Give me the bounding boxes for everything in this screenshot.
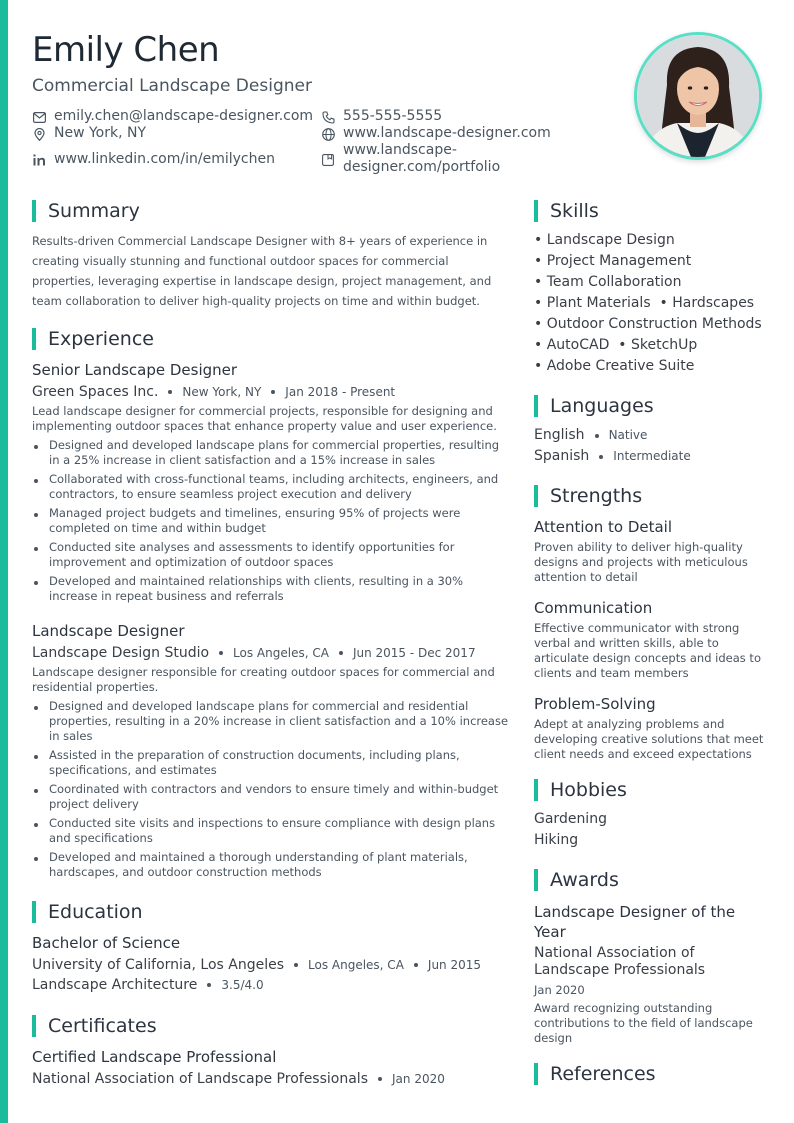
contact-linkedin[interactable]	[32, 151, 275, 168]
awards-heading	[534, 869, 619, 891]
list-item: Developed and maintained a thorough understanding of plant materials, hardscapes, and outdoor construction methods	[32, 850, 512, 880]
job-dates: Jan 2018 - Present	[285, 385, 396, 399]
language-name: English	[534, 427, 585, 443]
separator-dot	[339, 651, 343, 655]
job-entry-2	[32, 622, 512, 884]
school-location: Los Angeles, CA	[308, 958, 404, 972]
job-meta	[32, 384, 512, 400]
experience-heading	[32, 328, 154, 350]
skill-item: Team Collaboration	[546, 274, 682, 290]
email-text: emily.chen@landscape-designer.com	[54, 108, 314, 124]
skill-item: SketchUp	[630, 337, 698, 353]
summary-heading	[32, 200, 140, 222]
skills-heading-text: Skills	[550, 200, 599, 222]
references-heading	[534, 1063, 656, 1085]
certificate-entry	[32, 1048, 512, 1087]
portfolio-text-line1: www.landscape-	[343, 142, 457, 158]
contact-email[interactable]	[32, 108, 313, 125]
hobbies-heading	[534, 779, 627, 801]
skill-item: Hardscapes	[672, 295, 755, 311]
job-entry-1	[32, 361, 512, 608]
job-bullets	[32, 699, 512, 880]
skill-item: Project Management	[546, 253, 692, 269]
certificate-meta	[32, 1071, 512, 1087]
award-org	[534, 945, 764, 979]
award-org-line2: Landscape Professionals	[534, 962, 706, 978]
education-field-meta	[32, 977, 512, 993]
list-item: Designed and developed landscape plans for commercial and residential properties, resulting in a 20% increase in client satisfaction and a 10% increase in sales	[32, 699, 512, 744]
separator-dot	[414, 963, 418, 967]
website-text: www.landscape-designer.com	[343, 125, 551, 141]
award-title-line1: Landscape Designer of the	[534, 903, 736, 921]
skill-item: Outdoor Construction Methods	[546, 316, 762, 332]
contact-portfolio[interactable]	[321, 142, 500, 176]
education-heading-text: Education	[48, 901, 143, 923]
language-level: Intermediate	[613, 449, 691, 463]
linkedin-icon	[32, 153, 46, 167]
hobbies-list	[534, 809, 764, 851]
gpa: 3.5/4.0	[221, 978, 264, 992]
job-company: Landscape Design Studio	[32, 645, 210, 661]
skill-item: Landscape Design	[546, 232, 675, 248]
education-heading	[32, 901, 143, 923]
award-date: Jan 2020	[534, 983, 585, 997]
job-dates: Jun 2015 - Dec 2017	[352, 646, 476, 660]
phone-icon	[321, 110, 335, 124]
list-item: Designed and developed landscape plans for commercial properties, resulting in a 25% increase in client satisfaction and a 15% increase in sales	[32, 438, 512, 468]
strength-desc: Proven ability to deliver high-quality designs and projects with meticulous attention to detail	[534, 540, 748, 584]
contact-website[interactable]	[321, 125, 551, 142]
avatar	[634, 32, 762, 160]
strength-entry	[534, 599, 764, 681]
list-item: Assisted in the preparation of construction documents, including plans, specifications, and estimates	[32, 748, 512, 778]
skill-item: AutoCAD	[546, 337, 610, 353]
certificates-heading	[32, 1015, 157, 1037]
list-item: Conducted site visits and inspections to ensure compliance with design plans and specifications	[32, 816, 512, 846]
list-item: Coordinated with contractors and vendors to ensure timely and within-budget project delivery	[32, 782, 512, 812]
languages-heading-text: Languages	[550, 395, 654, 417]
separator-dot	[595, 434, 599, 438]
award-entry	[534, 902, 764, 1046]
contact-phone[interactable]	[321, 108, 442, 125]
skill-item: Adobe Creative Suite	[546, 358, 695, 374]
separator-dot	[207, 983, 211, 987]
award-org-line1: National Association of	[534, 945, 695, 961]
skill-item: Plant Materials	[546, 295, 651, 311]
list-item: • Outdoor Construction Methods	[534, 316, 762, 332]
separator-dot	[599, 455, 603, 459]
phone-text: 555-555-5555	[343, 108, 443, 124]
candidate-title: Commercial Landscape Designer	[32, 76, 312, 96]
language-name: Spanish	[534, 448, 590, 464]
hobbies-heading-text: Hobbies	[550, 779, 627, 801]
award-title-line2: Year	[534, 923, 566, 941]
list-item	[534, 425, 764, 446]
certificate-date: Jan 2020	[392, 1072, 445, 1086]
award-title	[534, 902, 764, 942]
separator-dot	[219, 651, 223, 655]
education-meta	[32, 957, 512, 973]
candidate-name: Emily Chen	[32, 30, 220, 70]
list-item: Collaborated with cross-functional teams, including architects, engineers, and contractors, to ensure seamless project execution and delivery	[32, 472, 512, 502]
strength-entry	[534, 518, 764, 585]
separator-dot	[378, 1077, 382, 1081]
mail-icon	[32, 110, 46, 124]
separator-dot	[294, 963, 298, 967]
awards-heading-text: Awards	[550, 869, 619, 891]
linkedin-text: www.linkedin.com/in/emilychen	[54, 151, 275, 167]
skills-list	[534, 230, 764, 377]
list-item: • AutoCAD • SketchUp	[534, 337, 698, 353]
job-title: Landscape Designer	[32, 622, 185, 640]
language-level: Native	[608, 428, 648, 442]
portfolio-icon	[321, 153, 335, 167]
strength-title: Attention to Detail	[534, 518, 673, 536]
portfolio-text	[343, 142, 500, 176]
skills-heading	[534, 200, 599, 222]
list-item: • Plant Materials • Hardscapes	[534, 295, 755, 311]
portfolio-text-line2: designer.com/portfolio	[343, 159, 501, 175]
graduation-date: Jun 2015	[427, 958, 482, 972]
summary-text: Results-driven Commercial Landscape Designer with 8+ years of experience in creating visually stunning and functional outdoor spaces for commercial properties, leveraging expertise in landscape design, project management, and team collaboration to deliver high-quality projects on time and within budget.	[32, 234, 492, 308]
list-item: Hiking	[534, 832, 579, 848]
references-heading-text: References	[550, 1063, 656, 1085]
list-item: Developed and maintained relationships with clients, resulting in a 30% increase in repeat business and referrals	[32, 574, 512, 604]
award-desc: Award recognizing outstanding contributions to the field of landscape design	[534, 1001, 753, 1045]
summary-heading-text: Summary	[48, 200, 140, 222]
education-entry	[32, 934, 512, 993]
job-meta	[32, 645, 512, 661]
job-location: Los Angeles, CA	[233, 646, 329, 660]
job-location: New York, NY	[182, 385, 262, 399]
strength-desc: Effective communicator with strong verbal and written skills, able to articulate design concepts and ideas to clients and team members	[534, 621, 761, 680]
certificate-issuer: National Association of Landscape Professionals	[32, 1071, 368, 1087]
job-bullets	[32, 438, 512, 604]
list-item: • Team Collaboration	[534, 274, 682, 290]
contact-location	[32, 125, 146, 142]
list-item: Managed project budgets and timelines, ensuring 95% of projects were completed on time and within budget	[32, 506, 512, 536]
experience-heading-text: Experience	[48, 328, 154, 350]
location-pin-icon	[32, 127, 46, 141]
accent-bar	[0, 0, 8, 1123]
list-item: • Project Management	[534, 253, 692, 269]
globe-icon	[321, 127, 335, 141]
location-text: New York, NY	[54, 125, 147, 141]
separator-dot	[168, 390, 172, 394]
languages-list	[534, 425, 764, 467]
certificates-heading-text: Certificates	[48, 1015, 157, 1037]
strength-title: Communication	[534, 599, 653, 617]
strength-desc: Adept at analyzing problems and developing creative solutions that meet client needs and exceed expectations	[534, 717, 764, 761]
list-item: Conducted site analyses and assessments to identify opportunities for improvement and optimization of outdoor spaces	[32, 540, 512, 570]
strengths-heading	[534, 485, 642, 507]
job-company: Green Spaces Inc.	[32, 384, 159, 400]
list-item: • Landscape Design	[534, 232, 675, 248]
degree: Bachelor of Science	[32, 934, 181, 952]
strengths-heading-text: Strengths	[550, 485, 643, 507]
school: University of California, Los Angeles	[32, 957, 285, 973]
job-title: Senior Landscape Designer	[32, 361, 238, 379]
job-description: Lead landscape designer for commercial projects, responsible for designing and implementing outdoor spaces that enhance property value and user experience.	[32, 404, 497, 433]
list-item: • Adobe Creative Suite	[534, 358, 695, 374]
strength-title: Problem-Solving	[534, 695, 656, 713]
job-description: Landscape designer responsible for creating outdoor spaces for commercial and residential properties.	[32, 665, 495, 694]
field-of-study: Landscape Architecture	[32, 977, 198, 993]
list-item	[534, 446, 764, 467]
strength-entry	[534, 695, 764, 762]
languages-heading	[534, 395, 654, 417]
certificate-name: Certified Landscape Professional	[32, 1048, 277, 1066]
list-item: Gardening	[534, 811, 607, 827]
separator-dot	[271, 390, 275, 394]
